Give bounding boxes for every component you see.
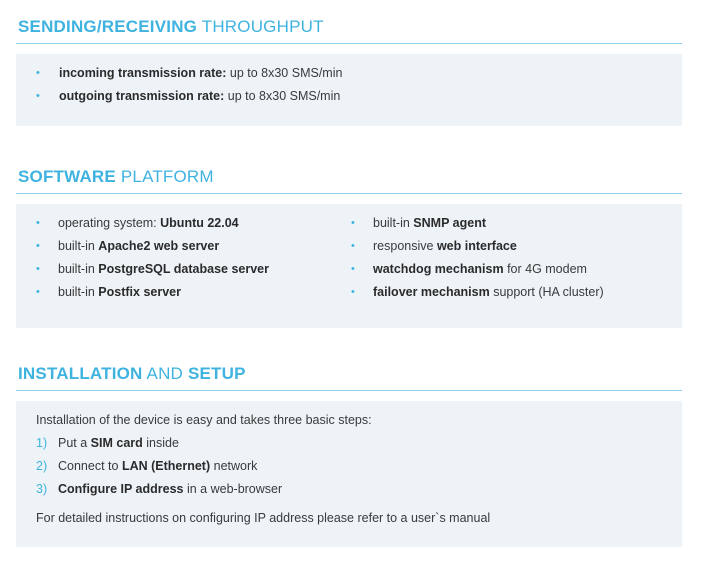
installation-intro: Installation of the device is easy and takes three basic steps: <box>36 413 372 427</box>
item-bold: Ubuntu 22.04 <box>160 216 239 230</box>
throughput-section <box>16 16 682 126</box>
item-pre: built-in <box>58 262 99 276</box>
item-bold: Postfix server <box>98 285 181 299</box>
item-bold: web interface <box>436 239 517 253</box>
item-pre: operating system: <box>58 216 161 230</box>
software-heading-strong: SOFTWARE <box>18 167 116 186</box>
step-bold: LAN (Ethernet) <box>121 459 211 473</box>
step-bold: Configure IP address <box>58 482 184 496</box>
bullet-icon: • <box>351 286 355 298</box>
item-bold: Apache2 web server <box>98 239 220 253</box>
throughput-list <box>16 62 682 108</box>
installation-footer: For detailed instructions on configuring IP address please refer to a user`s manual <box>36 511 491 525</box>
bullet-icon: • <box>36 217 40 229</box>
throughput-heading-strong: SENDING/RECEIVING <box>18 17 198 36</box>
throughput-heading <box>16 16 682 44</box>
list-item <box>351 281 671 304</box>
step-pre: Connect to <box>58 459 122 473</box>
throughput-panel <box>16 54 682 126</box>
list-item <box>16 432 682 455</box>
list-item <box>16 478 682 501</box>
list-item <box>16 258 336 281</box>
step-number: 1) <box>36 436 48 450</box>
software-section <box>16 166 682 328</box>
bullet-icon: • <box>351 217 355 229</box>
item-text: up to 8x30 SMS/min <box>226 66 343 80</box>
list-item <box>16 235 336 258</box>
software-panel <box>16 204 682 328</box>
list-item <box>351 258 671 281</box>
installation-heading <box>16 363 682 391</box>
installation-heading-and: AND <box>146 364 184 383</box>
bullet-icon: • <box>351 240 355 252</box>
item-post: support (HA cluster) <box>489 285 604 299</box>
item-post: for 4G modem <box>503 262 587 276</box>
installation-heading-b: SETUP <box>187 364 246 383</box>
bullet-icon: • <box>351 263 355 275</box>
installation-heading-a: INSTALLATION <box>18 364 143 383</box>
throughput-heading-light: THROUGHPUT <box>201 17 324 36</box>
step-post: network <box>210 459 258 473</box>
list-item <box>16 212 336 235</box>
bullet-icon: • <box>36 263 40 275</box>
item-bold: outgoing transmission rate: <box>59 89 225 103</box>
software-list-left <box>16 212 336 304</box>
software-list-right <box>351 212 671 304</box>
bullet-icon: • <box>36 286 40 298</box>
list-item <box>16 455 682 478</box>
item-bold: incoming transmission rate: <box>59 66 227 80</box>
bullet-icon: • <box>36 240 40 252</box>
software-heading <box>16 166 682 194</box>
item-pre: responsive <box>373 239 437 253</box>
software-heading-light: PLATFORM <box>120 167 214 186</box>
step-post: in a web-browser <box>183 482 283 496</box>
installation-section <box>16 363 682 547</box>
item-text: up to 8x30 SMS/min <box>224 89 341 103</box>
list-item <box>16 281 336 304</box>
step-number: 3) <box>36 482 48 496</box>
item-bold: PostgreSQL database server <box>98 262 269 276</box>
list-item <box>16 85 682 108</box>
installation-panel <box>16 401 682 547</box>
bullet-icon: • <box>36 67 40 79</box>
item-bold: SNMP agent <box>413 216 486 230</box>
item-pre: built-in <box>58 239 99 253</box>
list-item <box>351 212 671 235</box>
bullet-icon: • <box>36 90 40 102</box>
list-item <box>351 235 671 258</box>
step-post: inside <box>142 436 179 450</box>
item-pre: built-in <box>58 285 99 299</box>
step-bold: SIM card <box>90 436 143 450</box>
item-bold: watchdog mechanism <box>373 262 504 276</box>
item-bold: failover mechanism <box>373 285 490 299</box>
step-pre: Put a <box>58 436 91 450</box>
list-item <box>16 62 682 85</box>
item-pre: built-in <box>373 216 414 230</box>
installation-steps <box>16 432 682 501</box>
step-number: 2) <box>36 459 48 473</box>
